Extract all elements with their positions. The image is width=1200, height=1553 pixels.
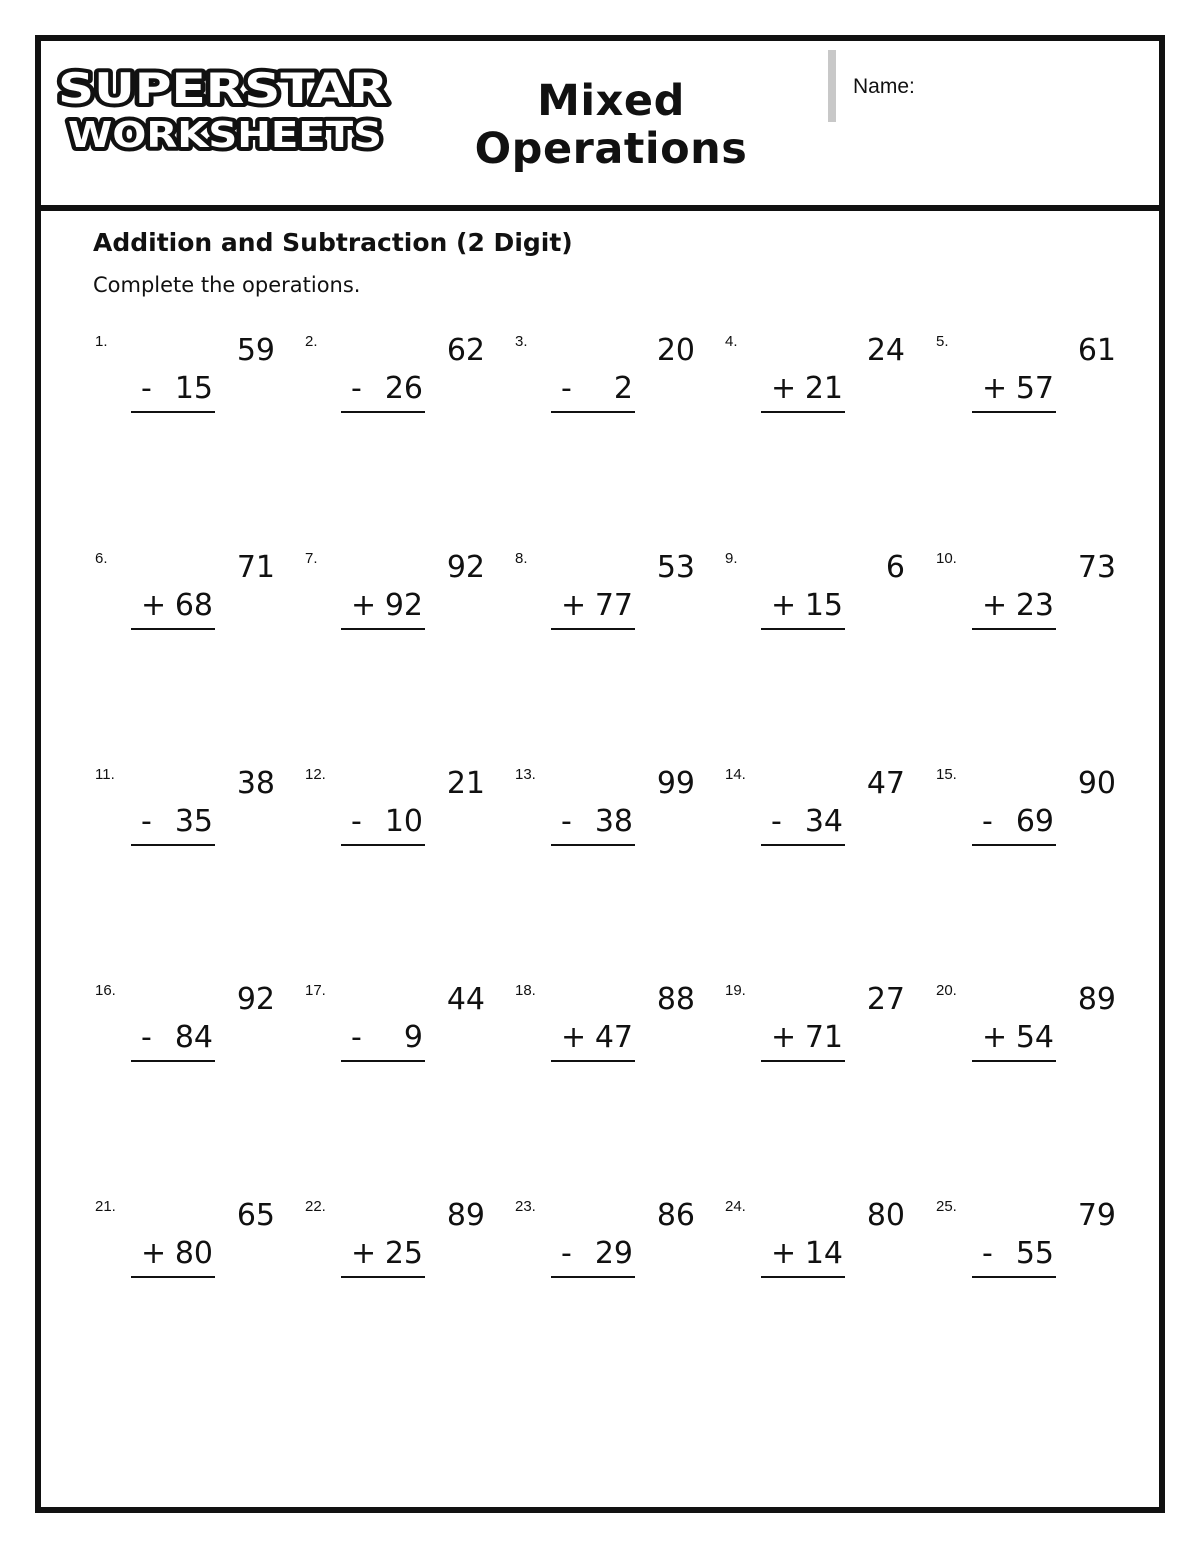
problem-bottom-number: 34 <box>804 804 843 839</box>
problem-bottom-row <box>551 371 635 413</box>
problem-top-number: 79 <box>1077 1198 1116 1233</box>
problem-number: 3. <box>515 333 528 350</box>
problem-bottom-number: 57 <box>1015 371 1054 406</box>
problem-number: 12. <box>305 766 326 783</box>
problem-bottom-row <box>972 588 1056 630</box>
problem-bottom-number: 29 <box>594 1236 633 1271</box>
problem-bottom-row <box>131 371 215 413</box>
problem-top-number: 20 <box>656 333 695 368</box>
problem-18 <box>515 982 695 1092</box>
name-label: Name: <box>853 75 915 98</box>
operator-sign: + <box>561 1020 587 1055</box>
problem-number: 21. <box>95 1198 116 1215</box>
problem-bottom-row <box>551 804 635 846</box>
problem-bottom-row <box>131 588 215 630</box>
problem-bottom-number: 15 <box>804 588 843 623</box>
problem-bottom-number: 55 <box>1015 1236 1054 1271</box>
operator-sign: + <box>771 371 797 406</box>
problem-bottom-number: 68 <box>174 588 213 623</box>
problem-bottom-row <box>341 371 425 413</box>
operator-sign: + <box>771 1236 797 1271</box>
problem-top-number: 86 <box>656 1198 695 1233</box>
problem-15 <box>936 766 1116 876</box>
problem-bottom-row <box>761 1236 845 1278</box>
problem-bottom-number: 69 <box>1015 804 1054 839</box>
problem-bottom-row <box>341 1020 425 1062</box>
problem-bottom-number: 54 <box>1015 1020 1054 1055</box>
operator-sign: + <box>771 588 797 623</box>
problem-bottom-row <box>341 1236 425 1278</box>
problem-number: 6. <box>95 550 108 567</box>
operator-sign: + <box>561 588 587 623</box>
problem-top-number: 6 <box>885 550 905 585</box>
problem-bottom-number: 35 <box>174 804 213 839</box>
problem-top-number: 92 <box>446 550 485 585</box>
problem-bottom-number: 23 <box>1015 588 1054 623</box>
operator-sign: + <box>771 1020 797 1055</box>
problem-top-number: 44 <box>446 982 485 1017</box>
problem-bottom-number: 38 <box>594 804 633 839</box>
problem-top-number: 61 <box>1077 333 1116 368</box>
name-divider <box>828 50 836 122</box>
problem-bottom-number: 14 <box>804 1236 843 1271</box>
problem-number: 5. <box>936 333 949 350</box>
problem-top-number: 71 <box>236 550 275 585</box>
problem-bottom-number: 84 <box>174 1020 213 1055</box>
title-line2: Operations <box>474 124 748 174</box>
operator-sign: - <box>561 804 572 839</box>
problem-bottom-number: 21 <box>804 371 843 406</box>
problem-top-number: 24 <box>866 333 905 368</box>
problem-top-number: 80 <box>866 1198 905 1233</box>
problem-number: 10. <box>936 550 957 567</box>
problem-bottom-row <box>761 371 845 413</box>
problem-number: 19. <box>725 982 746 999</box>
problem-11 <box>95 766 275 876</box>
worksheet-header <box>41 41 1159 211</box>
problem-bottom-row <box>972 1236 1056 1278</box>
problem-number: 4. <box>725 333 738 350</box>
problem-8 <box>515 550 695 660</box>
problem-21 <box>95 1198 275 1308</box>
problem-number: 8. <box>515 550 528 567</box>
problem-top-number: 89 <box>446 1198 485 1233</box>
problem-top-number: 53 <box>656 550 695 585</box>
problem-number: 16. <box>95 982 116 999</box>
problem-bottom-row <box>972 804 1056 846</box>
problem-bottom-row <box>131 804 215 846</box>
problem-number: 22. <box>305 1198 326 1215</box>
operator-sign: - <box>141 1020 152 1055</box>
problem-top-number: 38 <box>236 766 275 801</box>
operator-sign: - <box>351 1020 362 1055</box>
operator-sign: - <box>141 371 152 406</box>
problem-bottom-number: 77 <box>594 588 633 623</box>
problem-number: 17. <box>305 982 326 999</box>
problem-bottom-row <box>761 588 845 630</box>
problem-number: 15. <box>936 766 957 783</box>
problem-top-number: 62 <box>446 333 485 368</box>
problem-bottom-number: 9 <box>403 1020 423 1055</box>
problem-bottom-row <box>972 1020 1056 1062</box>
problem-13 <box>515 766 695 876</box>
problem-22 <box>305 1198 485 1308</box>
superstar-worksheets-logo <box>54 59 404 159</box>
problem-20 <box>936 982 1116 1092</box>
problem-number: 7. <box>305 550 318 567</box>
problem-number: 14. <box>725 766 746 783</box>
operator-sign: - <box>351 804 362 839</box>
problem-24 <box>725 1198 905 1308</box>
problem-bottom-number: 71 <box>804 1020 843 1055</box>
problem-top-number: 90 <box>1077 766 1116 801</box>
section-title: Addition and Subtraction (2 Digit) <box>93 228 573 257</box>
problem-bottom-number: 92 <box>384 588 423 623</box>
operator-sign: + <box>982 371 1008 406</box>
problem-bottom-number: 2 <box>613 371 633 406</box>
problem-bottom-row <box>551 588 635 630</box>
operator-sign: - <box>982 804 993 839</box>
problem-9 <box>725 550 905 660</box>
problem-16 <box>95 982 275 1092</box>
instructions: Complete the operations. <box>93 273 361 297</box>
problem-12 <box>305 766 485 876</box>
problem-number: 18. <box>515 982 536 999</box>
problem-14 <box>725 766 905 876</box>
operator-sign: - <box>561 371 572 406</box>
operator-sign: + <box>982 588 1008 623</box>
operator-sign: - <box>771 804 782 839</box>
problem-top-number: 21 <box>446 766 485 801</box>
problem-23 <box>515 1198 695 1308</box>
problem-bottom-row <box>761 804 845 846</box>
problem-bottom-row <box>341 804 425 846</box>
problem-top-number: 27 <box>866 982 905 1017</box>
problem-bottom-row <box>551 1020 635 1062</box>
problem-25 <box>936 1198 1116 1308</box>
problem-19 <box>725 982 905 1092</box>
problem-top-number: 88 <box>656 982 695 1017</box>
problem-6 <box>95 550 275 660</box>
worksheet-page <box>35 35 1165 1513</box>
problem-number: 24. <box>725 1198 746 1215</box>
problem-4 <box>725 333 905 443</box>
problem-10 <box>936 550 1116 660</box>
problem-17 <box>305 982 485 1092</box>
problem-top-number: 65 <box>236 1198 275 1233</box>
operator-sign: + <box>351 588 377 623</box>
problem-bottom-row <box>131 1236 215 1278</box>
title-line1: Mixed <box>537 76 685 126</box>
problem-number: 25. <box>936 1198 957 1215</box>
logo-line2: WORKSHEETS <box>68 115 382 156</box>
problem-bottom-row <box>551 1236 635 1278</box>
problem-number: 2. <box>305 333 318 350</box>
operator-sign: + <box>141 1236 167 1271</box>
worksheet-title <box>441 77 781 173</box>
problem-number: 20. <box>936 982 957 999</box>
problem-3 <box>515 333 695 443</box>
problem-bottom-number: 10 <box>384 804 423 839</box>
operator-sign: + <box>982 1020 1008 1055</box>
problem-bottom-number: 80 <box>174 1236 213 1271</box>
problem-number: 13. <box>515 766 536 783</box>
problem-bottom-row <box>341 588 425 630</box>
problem-bottom-number: 47 <box>594 1020 633 1055</box>
problem-bottom-row <box>972 371 1056 413</box>
operator-sign: - <box>141 804 152 839</box>
problem-number: 23. <box>515 1198 536 1215</box>
operator-sign: - <box>982 1236 993 1271</box>
problem-top-number: 89 <box>1077 982 1116 1017</box>
problem-top-number: 59 <box>236 333 275 368</box>
operator-sign: + <box>141 588 167 623</box>
operator-sign: - <box>351 371 362 406</box>
problem-7 <box>305 550 485 660</box>
problem-bottom-number: 15 <box>174 371 213 406</box>
problem-number: 11. <box>95 766 115 783</box>
logo-line1: SUPERSTAR <box>58 64 388 113</box>
problem-number: 9. <box>725 550 738 567</box>
problem-bottom-row <box>761 1020 845 1062</box>
problem-1 <box>95 333 275 443</box>
problem-top-number: 92 <box>236 982 275 1017</box>
problem-number: 1. <box>95 333 108 350</box>
problem-top-number: 73 <box>1077 550 1116 585</box>
problem-bottom-number: 25 <box>384 1236 423 1271</box>
problem-5 <box>936 333 1116 443</box>
problem-bottom-row <box>131 1020 215 1062</box>
problem-top-number: 47 <box>866 766 905 801</box>
problem-2 <box>305 333 485 443</box>
problem-top-number: 99 <box>656 766 695 801</box>
operator-sign: + <box>351 1236 377 1271</box>
operator-sign: - <box>561 1236 572 1271</box>
problem-bottom-number: 26 <box>384 371 423 406</box>
